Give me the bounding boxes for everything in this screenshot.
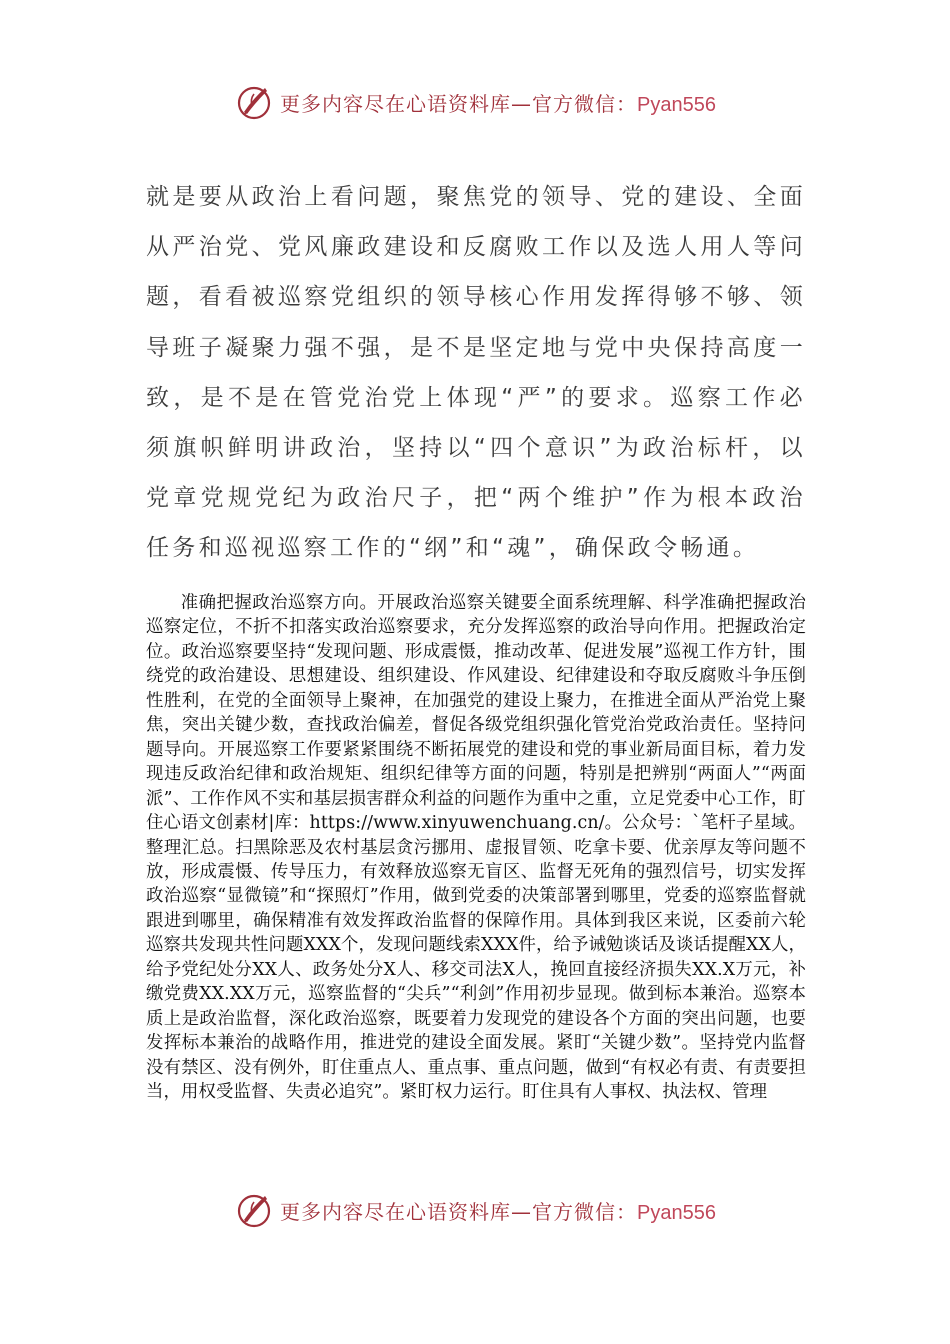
pen-logo-icon (234, 82, 274, 122)
banner-label: 更多内容尽在心语资料库—官方微信：Pyan556 (280, 1199, 716, 1224)
banner-label: 更多内容尽在心语资料库—官方微信：Pyan556 (280, 91, 716, 116)
wechat-id: Pyan556 (637, 1201, 716, 1224)
pen-logo-icon (234, 1190, 274, 1230)
footer-banner (0, 1190, 950, 1230)
body-paragraph: 准确把握政治巡察方向。开展政治巡察关键要全面系统理解、科学准确把握政治巡察定位，不折不扣落实政治巡察要求，充分发挥巡察的政治导向作用。把握政治定位。政治巡察要坚持“发现问题、形成震慑，推动改革、促进发展”巡视工作方针，围绕党的政治建设、思想建设、组织建设、作风建设、纪律建设和夺取反腐败斗争压倒性胜利，在党的全面领导上聚神，在加强党的建设上聚力，在推进全面从严治党上聚焦，突出关键少数，查找政治偏差，督促各级党组织强化管党治党政治责任。坚持问题导向。开展巡察工作要紧紧围绕不断拓展党的建设和党的事业新局面目标，着力发现违反政治纪律和政治规矩、组织纪律等方面的问题，特别是把辨别“两面人”“两面派”、工作作风不实和基层损害群众利益的问题作为重中之重，立足党委中心工作，盯住心语文创素材|库：https://www.xinyuwenchuang.cn/。公众号：`笔杆子星域。整理汇总。扫黑除恶及农村基层贪污挪用、虚报冒领、吃拿卡要、优亲厚友等问题不放，形成震慑、传导压力，有效释放巡察无盲区、监督无死角的强烈信号，切实发挥政治巡察“显微镜”和“探照灯”作用，做到党委的决策部署到哪里，党委的巡察监督就跟进到哪里，确保精准有效发挥政治监督的保障作用。具体到我区来说，区委前六轮巡察共发现共性问题XXX个，发现问题线索XXX件，给予诫勉谈话及谈话提醒XX人，给予党纪处分XX人、政务处分X人、移交司法X人，挽回直接经济损失XX.X万元，补缴党费XX.XX万元，巡察监督的“尖兵”“利剑”作用初步显现。做到标本兼治。巡察本质上是政治监督，深化政治巡察，既要着力发现党的建设各个方面的突出问题，也要发挥标本兼治的战略作用，推进党的建设全面发展。紧盯“关键少数”。坚持党内监督没有禁区、没有例外，盯住重点人、重点事、重点问题，做到“有权必有责、有责要担当，用权受监督、失责必追究”。紧盯权力运行。盯住具有人事权、执法权、管理 (146, 593, 806, 1103)
large-paragraph: 就是要从政治上看问题，聚焦党的领导、党的建设、全面从严治党、党风廉政建设和反腐败工作以及选人用人等问题，看看被巡察党组织的领导核心作用发挥得够不够、领导班子凝聚力强不强，是不是坚定地与党中央保持高度一致，是不是在管党治党上体现“严”的要求。巡察工作必须旗帜鲜明讲政治，坚持以“四个意识”为政治标杆，以党章党规党纪为政治尺子，把“两个维护”作为根本政治任务和巡视巡察工作的“纲”和“魂”，确保政令畅通。 (146, 184, 806, 562)
wechat-id: Pyan556 (637, 93, 716, 116)
header-banner (0, 82, 950, 122)
